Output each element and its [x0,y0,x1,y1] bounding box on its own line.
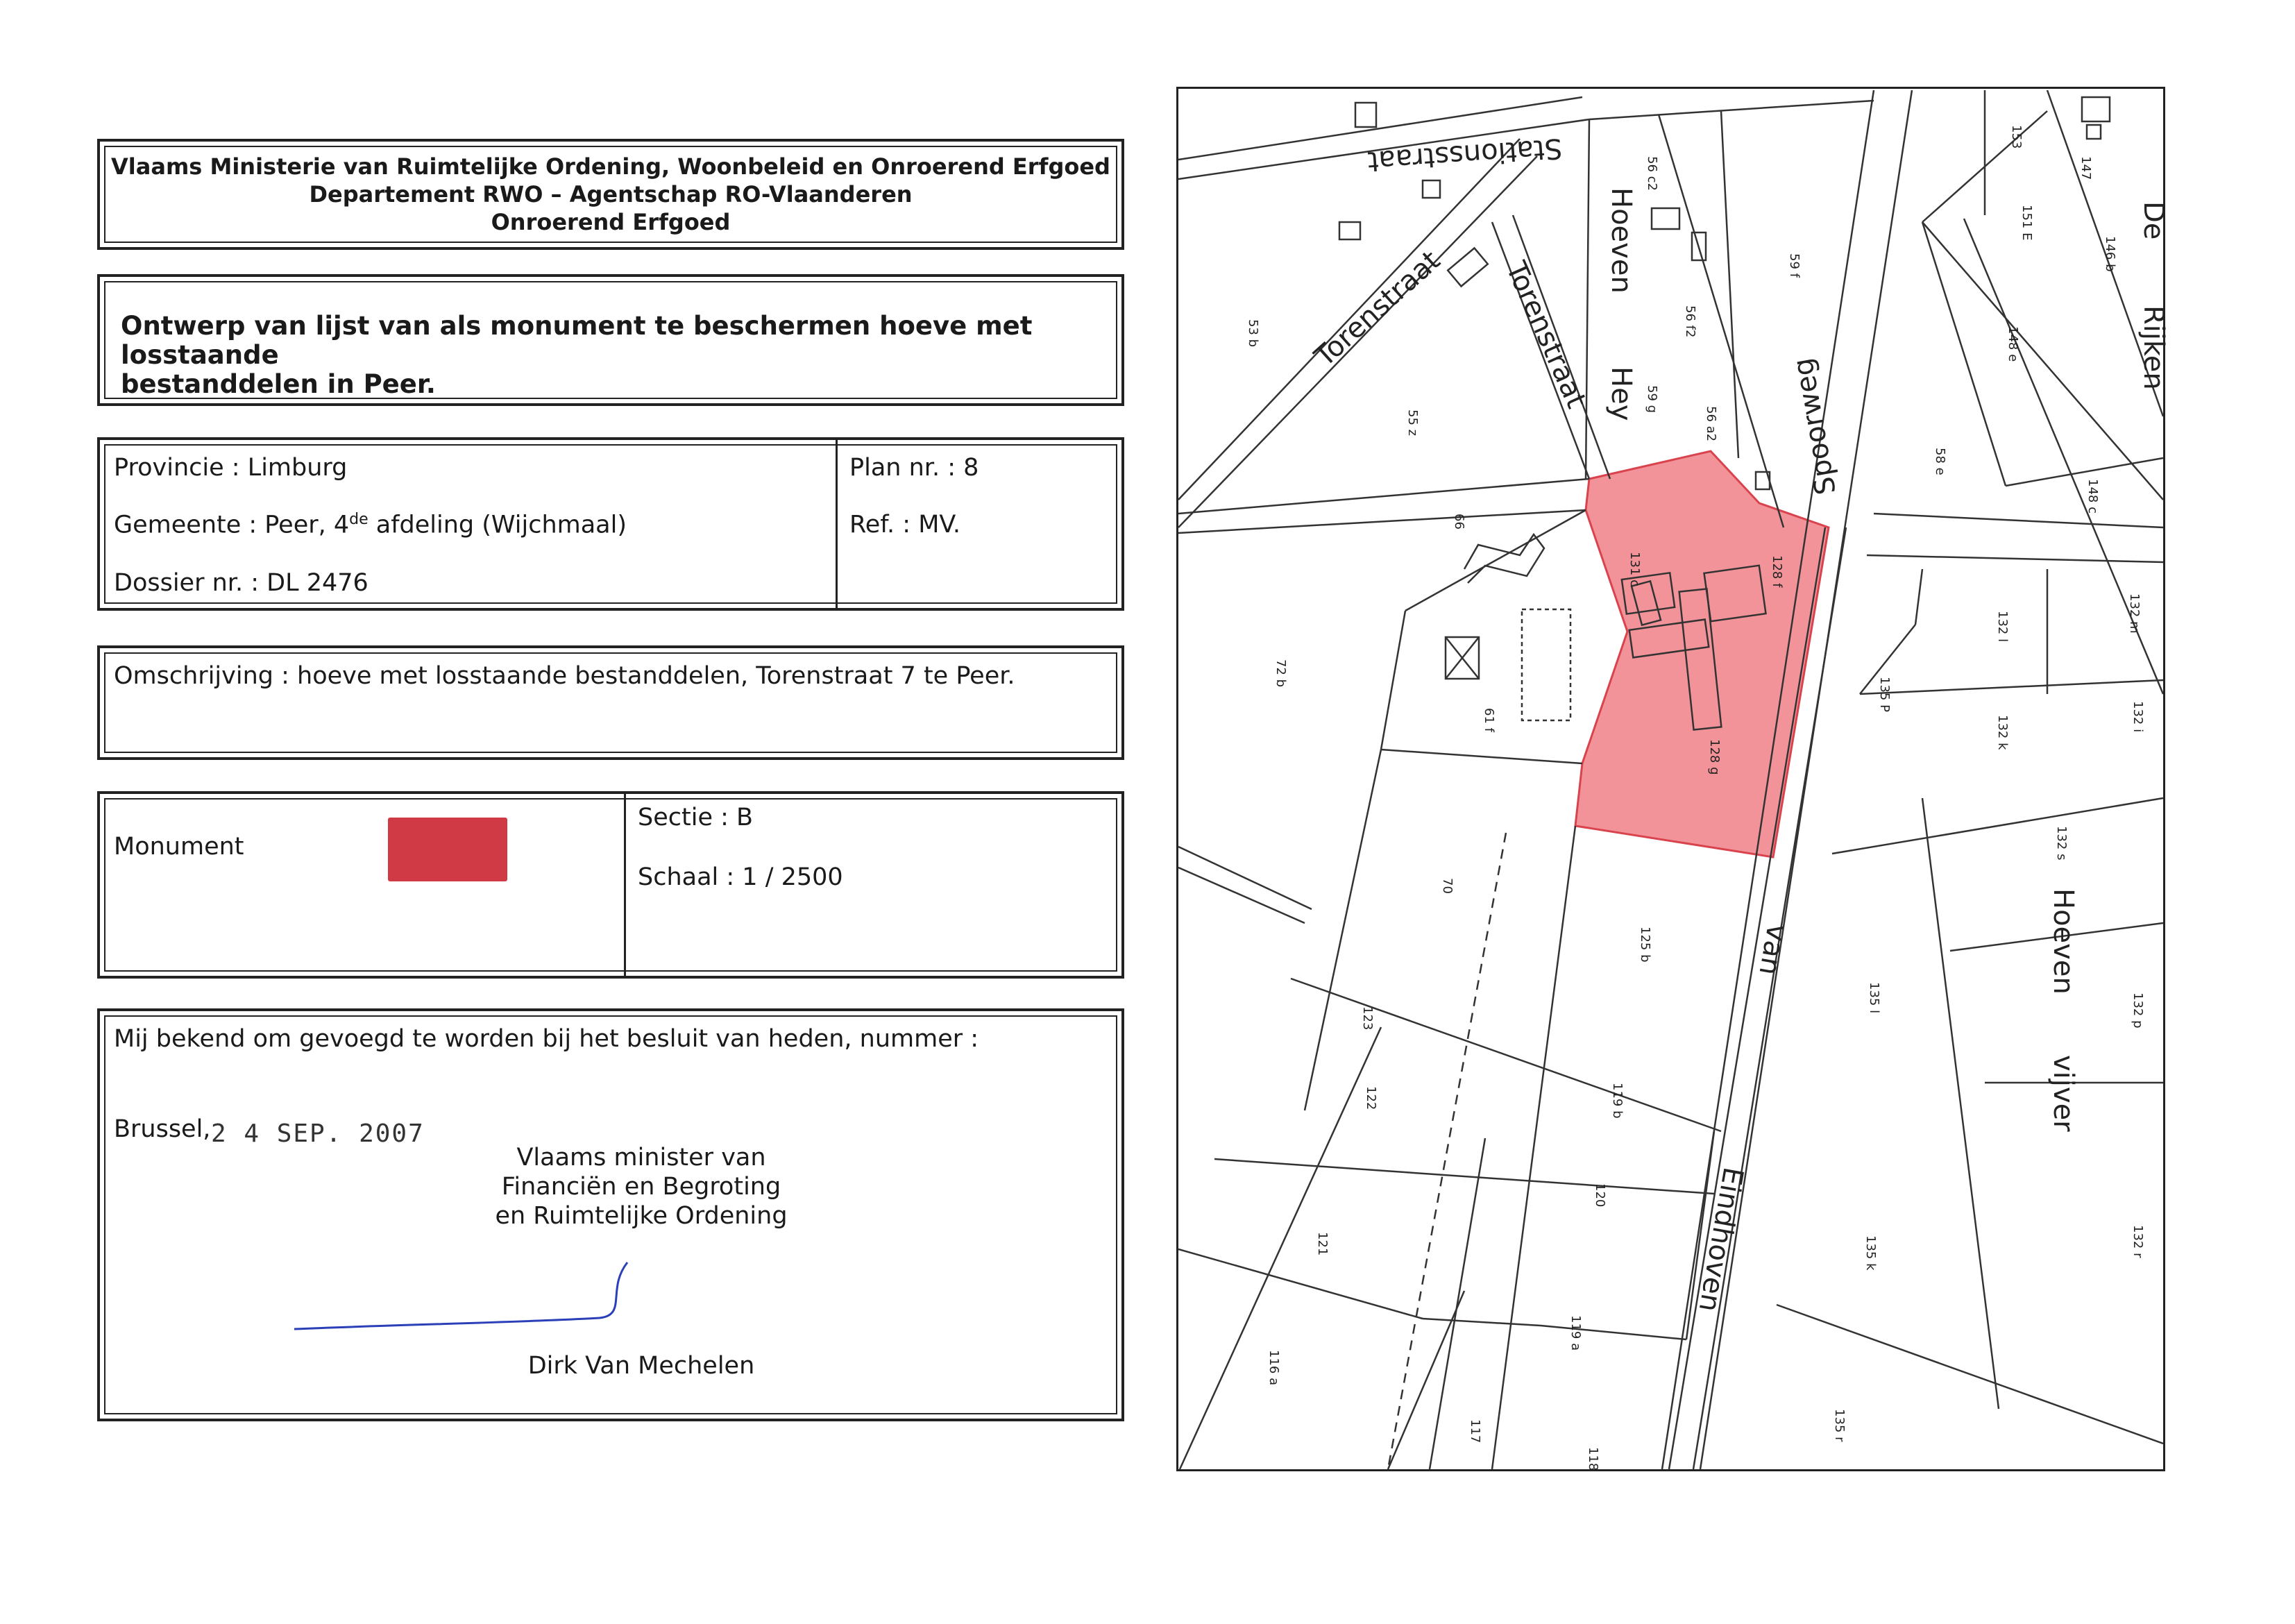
parcel-59g: 59 g [1645,385,1659,414]
parcel-59f: 59 f [1787,253,1802,278]
parcel-117: 117 [1468,1419,1482,1444]
parcel-72b: 72 b [1273,659,1288,688]
info-divider [836,440,838,608]
parcel-132r: 132 r [2131,1225,2145,1258]
legend-divider [624,794,626,976]
parcel-61f: 61 f [1482,708,1496,732]
reference-field: Ref. : MV. [849,511,960,539]
street-hey-b: Hey [1605,366,1637,421]
brussel-label: Brussel, [114,1115,211,1143]
parcel-56a2: 56 a2 [1704,406,1718,442]
handwritten-signature [100,1011,1113,1410]
parcel-135k: 135 k [1863,1235,1878,1271]
street-hoeven-b: Hoeven [2047,888,2079,995]
document-title-line-1: Ontwerp van lijst van als monument te beschermen hoeve met losstaande [121,311,1033,370]
street-eindhoven: Eindhoven [1692,1165,1750,1314]
document-title-line-2: bestanddelen in Peer. [121,369,436,399]
parcel-148c: 148 c [2085,479,2100,514]
street-de: De [2137,201,2169,240]
parcel-125b: 125 b [1638,927,1652,963]
signature-box [97,1008,1124,1421]
street-torenstraat-b: Torenstraat [1499,257,1593,413]
date-stamp: 2 4 SEP. 2007 [211,1119,425,1148]
parcel-66: 66 [1452,514,1466,530]
parcel-53b: 53 b [1246,319,1260,348]
parcel-116a: 116 a [1267,1350,1281,1386]
acknowledgement-text: Mij bekend om gevoegd te worden bij het besluit van heden, nummer : [114,1025,979,1053]
street-rijken: Rijken [2137,305,2169,390]
provincie-field: Provincie : Limburg [114,454,348,482]
parcel-153: 153 [2009,125,2024,149]
parcel-132m: 132 m [2127,593,2142,634]
monument-legend-swatch [388,818,507,881]
parcel-128g: 128 g [1707,739,1722,775]
description-text: Omschrijving : hoeve met losstaande bestanddelen, Torenstraat 7 te Peer. [114,662,1015,690]
ministry-header-box [97,139,1124,250]
parcel-122: 122 [1364,1086,1378,1110]
parcel-131: 131 c [1627,552,1642,586]
ministry-name: Vlaams Ministerie van Ruimtelijke Ordening, Woonbeleid en Onroerend Erfgoed [111,153,1110,180]
parcel-132p: 132 p [2131,992,2145,1029]
parcel-147: 147 [2078,156,2093,180]
street-torenstraat-a: Torenstraat [1308,244,1447,373]
parcel-135r: 135 r [1832,1409,1847,1442]
parcel-132l: 132 l [1995,611,2010,643]
street-van: van [1752,922,1793,978]
parcel-132i: 132 i [2131,701,2145,733]
street-stationsstraat: Stationsstraat [1366,132,1564,178]
parcel-146: 146 b [2103,236,2117,272]
schaal-field: Schaal : 1 / 2500 [638,863,843,891]
parcel-118: 118 [1586,1447,1600,1471]
agency-name: Onroerend Erfgoed [491,209,731,235]
parcel-123: 123 [1360,1006,1375,1031]
parcel-135p: 135 P [1877,677,1892,712]
plan-number-field: Plan nr. : 8 [849,454,979,482]
monument-parcel-highlight [1575,451,1829,857]
minister-name: Dirk Van Mechelen [527,1352,755,1380]
parcel-56f2: 56 f2 [1683,305,1697,338]
parcel-119: 119 b [1610,1083,1625,1119]
parcel-128: 128 f [1770,555,1784,588]
monument-legend-label: Monument [114,833,244,861]
parcel-121: 121 [1315,1232,1330,1256]
parcel-132s: 132 s [2054,826,2069,861]
parcel-58e: 58 e [1933,448,1947,475]
department-name: Departement RWO – Agentschap RO-Vlaanderen [309,181,913,208]
parcel-120: 120 [1593,1183,1607,1208]
dossier-field: Dossier nr. : DL 2476 [114,569,369,597]
parcel-132k: 132 k [1995,715,2010,750]
street-hoeven-a: Hoeven [1605,187,1637,294]
cadastral-map [1176,87,2169,1471]
sectie-field: Sectie : B [638,804,754,831]
street-vijver: vijver [2047,1055,2079,1132]
legend-box [97,791,1124,979]
minister-title: Vlaams minister van Financiën en Begroting en Ruimtelijke Ordening [495,1144,788,1230]
description-box [97,645,1124,760]
parcel-55z: 55 z [1405,409,1420,437]
parcel-119a: 119 a [1568,1315,1583,1351]
gemeente-field: Gemeente : Peer, 4de afdeling (Wijchmaal) [114,511,627,539]
map-drawing [1178,89,2169,1471]
parcel-56c2: 56 c2 [1645,156,1659,191]
parcel-135l: 135 l [1867,982,1881,1014]
street-spoorweg: Spoorweg [1787,355,1843,498]
parcel-151: 151 E [2019,205,2034,241]
parcel-148e: 148 e [2006,326,2020,362]
document-title-box [97,274,1124,406]
parcel-70: 70 [1440,878,1455,894]
location-info-box [97,437,1124,611]
